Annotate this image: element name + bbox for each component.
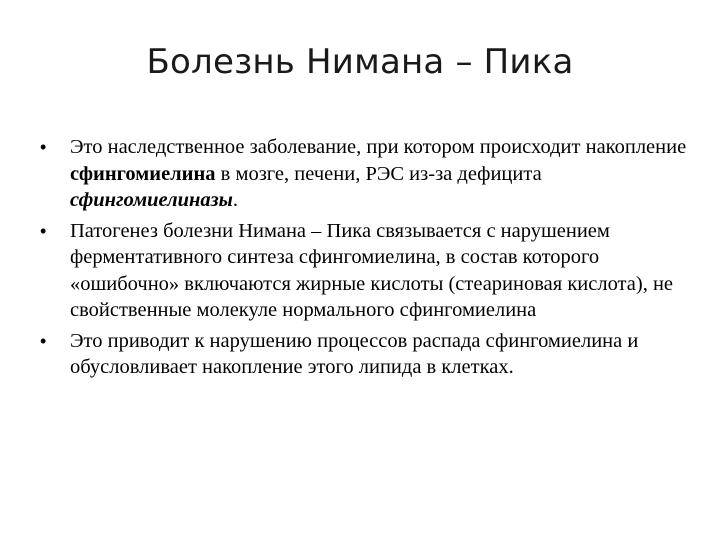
bullet-icon: • — [40, 220, 47, 241]
bullet-icon: • — [40, 137, 47, 157]
bullet-list — [40, 134, 690, 385]
bullet-1-bold-term: сфингомиелина — [70, 162, 216, 185]
bullet-1-text-part-2: в мозге, печени, РЭС из-за дефицита — [215, 162, 542, 185]
bullet-item-2 — [40, 218, 690, 324]
bullet-icon: • — [40, 330, 47, 351]
bullet-item-1 — [40, 134, 690, 214]
bullet-1-text-part-3: . — [232, 189, 239, 211]
bullet-1-text-part-1: Это наследственное заболевание, при котором происходит накопление — [70, 136, 687, 158]
slide-title: Болезнь Нимана – Пика — [146, 42, 574, 82]
bullet-1-bold-italic-term: сфингомиелиназы — [70, 189, 233, 211]
bullet-2-text: Патогенез болезни Нимана – Пика связывается с нарушением ферментативного синтеза сфингомиелина, в состав которого «ошибочно» включаются жирные кислоты (стеариновая кислота), не свойственные молекуле нормального сфингомиелина — [70, 219, 674, 321]
bullet-3-text: Это приводит к нарушению процессов распада сфингомиелина и обусловливает накопление этого липида в клетках. — [70, 329, 639, 378]
bullet-item-3 — [40, 328, 690, 381]
